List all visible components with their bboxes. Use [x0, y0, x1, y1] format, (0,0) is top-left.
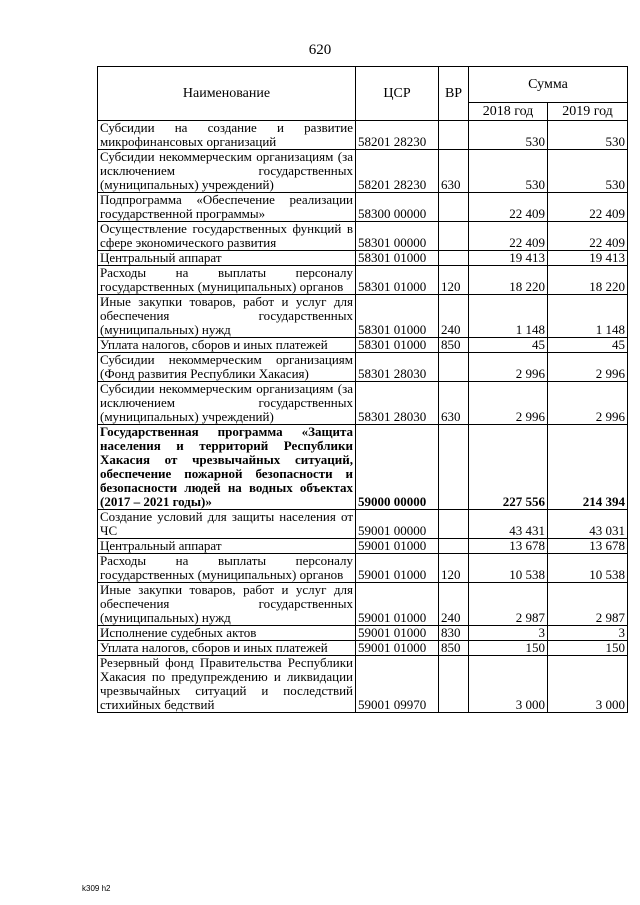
row-vr: 240 — [439, 295, 469, 338]
table-row — [98, 539, 628, 554]
row-value-2018: 3 000 — [469, 656, 548, 713]
table-row — [98, 251, 628, 266]
row-name: Расходы на выплаты персоналу государственных (муниципальных) органов — [98, 266, 356, 295]
row-vr — [439, 510, 469, 539]
row-value-2019: 214 394 — [548, 425, 628, 510]
header-name: Наименование — [98, 67, 356, 121]
row-vr — [439, 121, 469, 150]
row-vr — [439, 656, 469, 713]
row-value-2019: 530 — [548, 121, 628, 150]
row-csr: 58301 01000 — [356, 338, 439, 353]
row-csr: 59001 01000 — [356, 583, 439, 626]
row-name: Центральный аппарат — [98, 251, 356, 266]
row-value-2019: 43 031 — [548, 510, 628, 539]
header-sum: Сумма — [469, 67, 628, 103]
row-vr — [439, 193, 469, 222]
row-value-2019: 13 678 — [548, 539, 628, 554]
table-row — [98, 338, 628, 353]
row-value-2018: 22 409 — [469, 222, 548, 251]
row-value-2019: 530 — [548, 150, 628, 193]
row-value-2019: 45 — [548, 338, 628, 353]
header-year-2019: 2019 год — [548, 103, 628, 121]
row-value-2019: 3 — [548, 626, 628, 641]
row-name: Уплата налогов, сборов и иных платежей — [98, 338, 356, 353]
row-csr: 58301 28030 — [356, 353, 439, 382]
row-vr: 830 — [439, 626, 469, 641]
row-value-2019: 10 538 — [548, 554, 628, 583]
row-vr: 850 — [439, 338, 469, 353]
table-row — [98, 266, 628, 295]
row-csr: 59001 09970 — [356, 656, 439, 713]
row-csr: 58301 28030 — [356, 382, 439, 425]
table-row — [98, 382, 628, 425]
row-csr: 58301 01000 — [356, 266, 439, 295]
row-value-2019: 19 413 — [548, 251, 628, 266]
row-csr: 58301 01000 — [356, 251, 439, 266]
row-vr: 120 — [439, 266, 469, 295]
row-csr: 59001 01000 — [356, 554, 439, 583]
table-row — [98, 554, 628, 583]
row-value-2018: 22 409 — [469, 193, 548, 222]
row-value-2018: 13 678 — [469, 539, 548, 554]
row-vr: 120 — [439, 554, 469, 583]
row-value-2018: 2 987 — [469, 583, 548, 626]
row-name: Субсидии некоммерческим организациям (за исключением государственных (муниципальных) учреждений) — [98, 382, 356, 425]
header-csr: ЦСР — [356, 67, 439, 121]
table-row — [98, 656, 628, 713]
row-value-2018: 3 — [469, 626, 548, 641]
row-vr: 850 — [439, 641, 469, 656]
row-name: Резервный фонд Правительства Республики Хакасия по предупреждению и ликвидации чрезвычайных ситуаций и последствий стихийных бедствий — [98, 656, 356, 713]
row-value-2019: 18 220 — [548, 266, 628, 295]
table-row — [98, 193, 628, 222]
row-csr: 59001 01000 — [356, 641, 439, 656]
row-value-2018: 2 996 — [469, 382, 548, 425]
row-vr — [439, 425, 469, 510]
row-vr — [439, 539, 469, 554]
row-vr: 630 — [439, 382, 469, 425]
footer-code: k309 h2 — [82, 884, 111, 893]
row-csr: 59001 01000 — [356, 539, 439, 554]
row-csr: 59001 00000 — [356, 510, 439, 539]
table-row — [98, 626, 628, 641]
row-vr — [439, 251, 469, 266]
row-value-2018: 1 148 — [469, 295, 548, 338]
row-vr: 630 — [439, 150, 469, 193]
row-csr: 58301 01000 — [356, 295, 439, 338]
row-vr: 240 — [439, 583, 469, 626]
row-value-2019: 2 996 — [548, 382, 628, 425]
row-name: Исполнение судебных актов — [98, 626, 356, 641]
row-csr: 58301 00000 — [356, 222, 439, 251]
row-value-2018: 45 — [469, 338, 548, 353]
row-value-2018: 530 — [469, 150, 548, 193]
row-value-2019: 2 987 — [548, 583, 628, 626]
row-csr: 58201 28230 — [356, 150, 439, 193]
table-row — [98, 150, 628, 193]
table-row — [98, 121, 628, 150]
row-vr — [439, 222, 469, 251]
table-row — [98, 641, 628, 656]
row-name: Иные закупки товаров, работ и услуг для обеспечения государственных (муниципальных) нужд — [98, 583, 356, 626]
row-value-2018: 227 556 — [469, 425, 548, 510]
row-name: Подпрограмма «Обеспечение реализации государственной программы» — [98, 193, 356, 222]
row-name: Субсидии некоммерческим организациям (Фонд развития Республики Хакасия) — [98, 353, 356, 382]
row-value-2019: 2 996 — [548, 353, 628, 382]
row-value-2018: 150 — [469, 641, 548, 656]
row-name: Субсидии некоммерческим организациям (за исключением государственных (муниципальных) учреждений) — [98, 150, 356, 193]
row-value-2019: 1 148 — [548, 295, 628, 338]
table-row — [98, 295, 628, 338]
header-vr: ВР — [439, 67, 469, 121]
row-name: Расходы на выплаты персоналу государственных (муниципальных) органов — [98, 554, 356, 583]
row-name: Уплата налогов, сборов и иных платежей — [98, 641, 356, 656]
row-name: Субсидии на создание и развитие микрофинансовых организаций — [98, 121, 356, 150]
row-value-2019: 3 000 — [548, 656, 628, 713]
row-value-2018: 10 538 — [469, 554, 548, 583]
table-row — [98, 425, 628, 510]
row-name: Центральный аппарат — [98, 539, 356, 554]
page-number: 620 — [308, 42, 332, 58]
row-name: Иные закупки товаров, работ и услуг для обеспечения государственных (муниципальных) нужд — [98, 295, 356, 338]
budget-table — [97, 66, 628, 713]
row-name: Создание условий для защиты населения от ЧС — [98, 510, 356, 539]
row-value-2018: 18 220 — [469, 266, 548, 295]
row-csr: 58300 00000 — [356, 193, 439, 222]
row-csr: 58201 28230 — [356, 121, 439, 150]
row-name: Государственная программа «Защита населения и территорий Республики Хакасия от чрезвычайных ситуаций, обеспечение пожарной безопасности и безопасности людей на водных объектах (2017 – 2021 годы)» — [98, 425, 356, 510]
header-year-2018: 2018 год — [469, 103, 548, 121]
table-row — [98, 510, 628, 539]
row-value-2018: 43 431 — [469, 510, 548, 539]
row-vr — [439, 353, 469, 382]
row-value-2019: 22 409 — [548, 193, 628, 222]
row-value-2018: 530 — [469, 121, 548, 150]
row-csr: 59001 01000 — [356, 626, 439, 641]
row-value-2018: 19 413 — [469, 251, 548, 266]
row-value-2019: 22 409 — [548, 222, 628, 251]
row-value-2019: 150 — [548, 641, 628, 656]
table-row — [98, 222, 628, 251]
row-value-2018: 2 996 — [469, 353, 548, 382]
row-csr: 59000 00000 — [356, 425, 439, 510]
table-row — [98, 583, 628, 626]
table-row — [98, 353, 628, 382]
row-name: Осуществление государственных функций в сфере экономического развития — [98, 222, 356, 251]
